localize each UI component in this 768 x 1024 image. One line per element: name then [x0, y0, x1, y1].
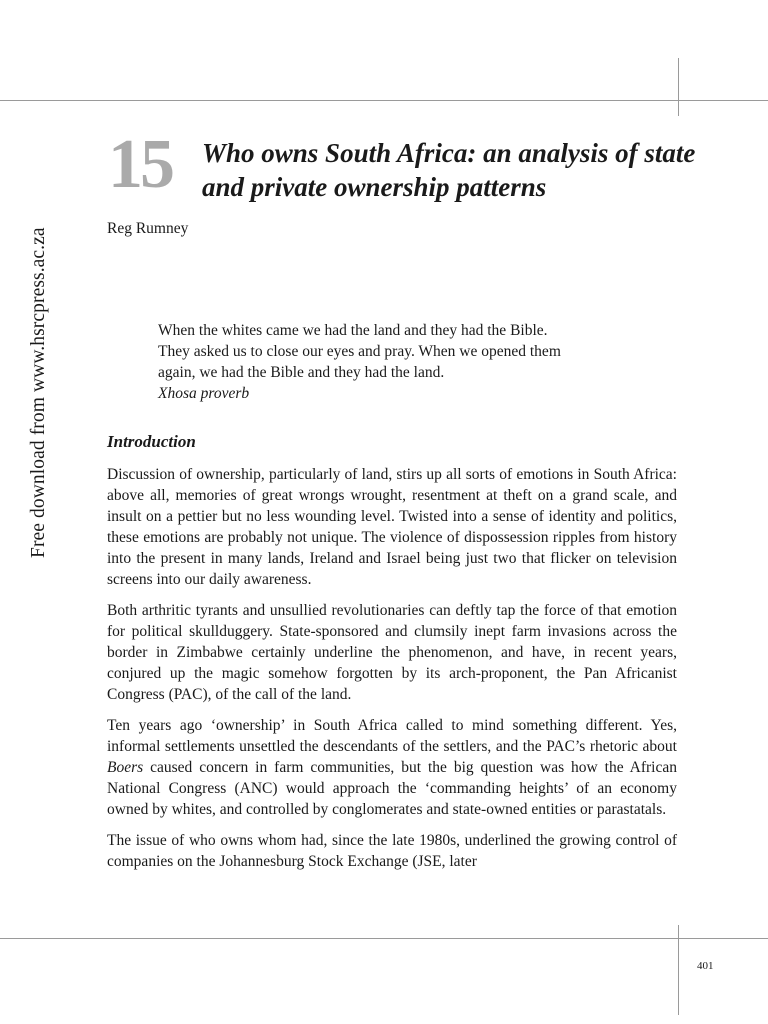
chapter-title: Who owns South Africa: an analysis of state and private ownership patterns: [202, 138, 696, 202]
crop-mark-bottom-right: [678, 925, 679, 1015]
body-text: [107, 464, 677, 882]
crop-mark-bottom: [0, 938, 768, 939]
italic-term: Boers: [107, 759, 144, 776]
epigraph-attribution: Xhosa proverb: [158, 385, 250, 402]
section-heading: Introduction: [107, 432, 196, 451]
crop-mark-top: [0, 100, 768, 101]
chapter-number: 15: [108, 126, 172, 203]
paragraph: [107, 715, 677, 820]
page-number: 401: [697, 960, 714, 972]
epigraph-line: They asked us to close our eyes and pray. When we opened them: [158, 343, 561, 360]
side-note: Free download from www.hsrcpress.ac.za: [28, 227, 49, 558]
paragraph: Discussion of ownership, particularly of land, stirs up all sorts of emotions in South Africa: above all, memories of great wrongs wrought, resentment at theft on a grand scale, and insult on a pettier but no less wounding level. Twisted into a sense of identity and politics, these emotions are probably not unique. The violence of dispossession ripples from history into the present in many lands, Ireland and Israel being just two that flicker on television screens into our daily awareness.: [107, 466, 677, 588]
paragraph-text: caused concern in farm communities, but the big question was how the African National Congress (ANC) would approach the ‘commanding heights’ of an economy owned by whites, and controlled by conglomerates and state-owned entities or parastatals.: [107, 759, 677, 818]
author-name: Reg Rumney: [107, 220, 189, 237]
epigraph: [158, 320, 658, 404]
paragraph: Both arthritic tyrants and unsullied revolutionaries can deftly tap the force of that emotion for political skullduggery. State-sponsored and clumsily inept farm invasions across the border in Zimbabwe certainly underline the phenomenon, and have, in recent years, conjured up the magic somehow forgotten by its arch-proponent, the Pan Africanist Congress (PAC), of the call of the land.: [107, 602, 677, 703]
paragraph-text: Ten years ago ‘ownership’ in South Africa called to mind something different. Yes, informal settlements unsettled the descendants of the settlers, and the PAC’s rhetoric about: [107, 717, 677, 755]
epigraph-line: When the whites came we had the land and they had the Bible.: [158, 322, 548, 339]
crop-mark-top-right: [678, 58, 679, 116]
paragraph: The issue of who owns whom had, since the late 1980s, underlined the growing control of companies on the Johannesburg Stock Exchange (JSE, later: [107, 832, 677, 870]
epigraph-line: again, we had the Bible and they had the land.: [158, 364, 445, 381]
